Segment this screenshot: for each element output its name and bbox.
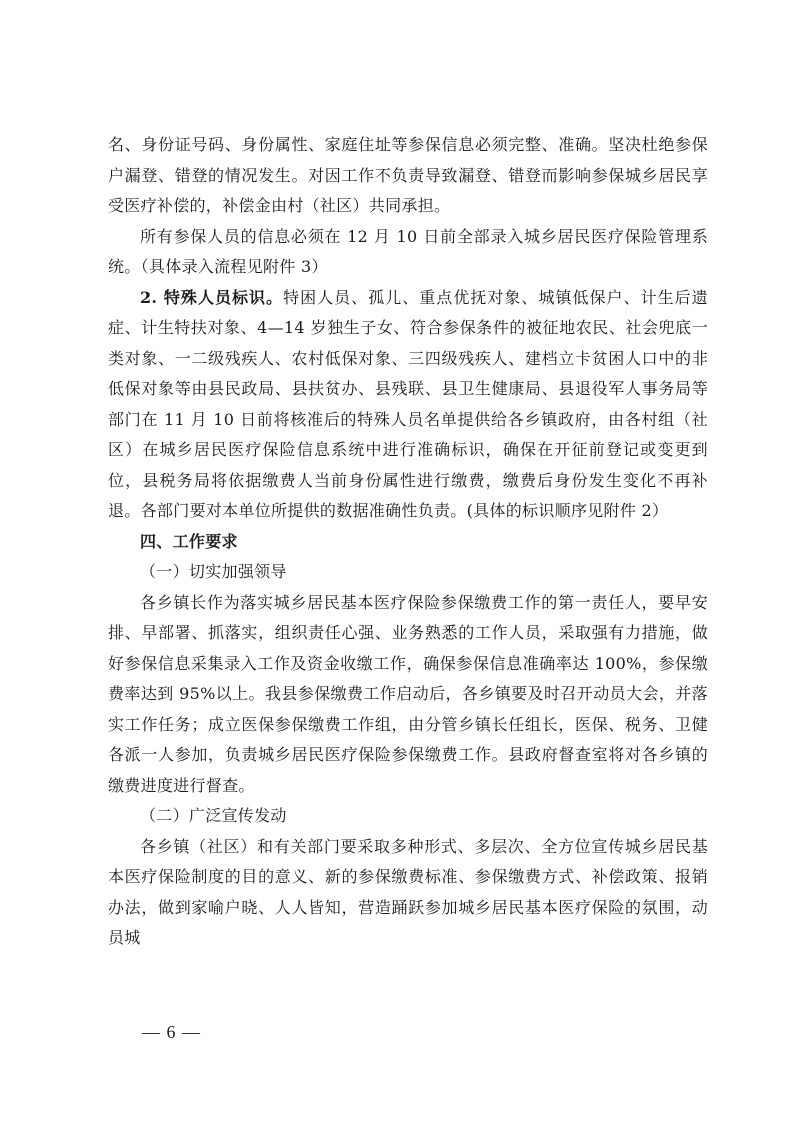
paragraph-3-lead: 2. 特殊人员标识。: [140, 287, 284, 307]
section-heading-4: 四、工作要求: [140, 531, 238, 551]
paragraph-1: 名、身份证号码、身份属性、家庭住址等参保信息必须完整、准确。坚决杜绝参保户漏登、错登的情况发生。对因工作不负责导致漏登、错登而影响参保城乡居民享受医疗补偿的，补偿金由村（社区）共同承担。: [108, 135, 708, 215]
paragraph-3: [108, 283, 708, 527]
paragraph-4: 各乡镇长作为落实城乡居民基本医疗保险参保缴费工作的第一责任人，要早安排、早部署、抓落实，组织责任心强、业务熟悉的工作人员，采取强有力措施，做好参保信息采集录入工作及资金收缴工作，确保参保信息准确率达 100%，参保缴费率达到 95%以上。我县参保缴费工作启动后，各乡镇要及时召开动员大会，并落实工作任务；成立医保参保缴费工作组，由分管乡镇长任组长，医保、税务、卫健各派一人参加，负责城乡居民医疗保险参保缴费工作。县政府督查室将对各乡镇的缴费进度进行督查。: [108, 592, 708, 795]
page-number: — 6 —: [142, 1022, 201, 1042]
subsection-heading-2: （二）广泛宣传发动: [140, 806, 287, 825]
paragraph-5: 各乡镇（社区）和有关部门要采取多种形式、多层次、全方位宣传城乡居民基本医疗保险制度的目的意义、新的参保缴费标准、参保缴费方式、补偿政策、报销办法，做到家喻户晓、人人皆知，营造踊跃参加城乡居民基本医疗保险的氛围，动员城: [108, 836, 708, 947]
body-text: [108, 130, 708, 954]
subsection-heading-1: （一）切实加强领导: [140, 562, 287, 581]
paragraph-3-body: 特困人员、孤儿、重点优抚对象、城镇低保户、计生后遗症、计生特扶对象、4—14 岁独生子女、符合参保条件的被征地农民、社会兜底一类对象、一二级残疾人、农村低保对象、三四级残疾人、建档立卡贫困人口中的非低保对象等由县民政局、县扶贫办、县残联、县卫生健康局、县退役军人事务局等部门在 11 月 10 日前将核准后的特殊人员名单提供给各乡镇政府，由各村组（社区）在城乡居民医疗保险信息系统中进行准确标识，确保在开征前登记或变更到位，县税务局将依据缴费人当前身份属性进行缴费，缴费后身份发生变化不再补退。各部门要对本单位所提供的数据准确性负责。(具体的标识顺序见附件 2）: [108, 287, 708, 520]
paragraph-2: 所有参保人员的信息必须在 12 月 10 日前全部录入城乡居民医疗保险管理系统。（具体录入流程见附件 3）: [108, 226, 708, 276]
